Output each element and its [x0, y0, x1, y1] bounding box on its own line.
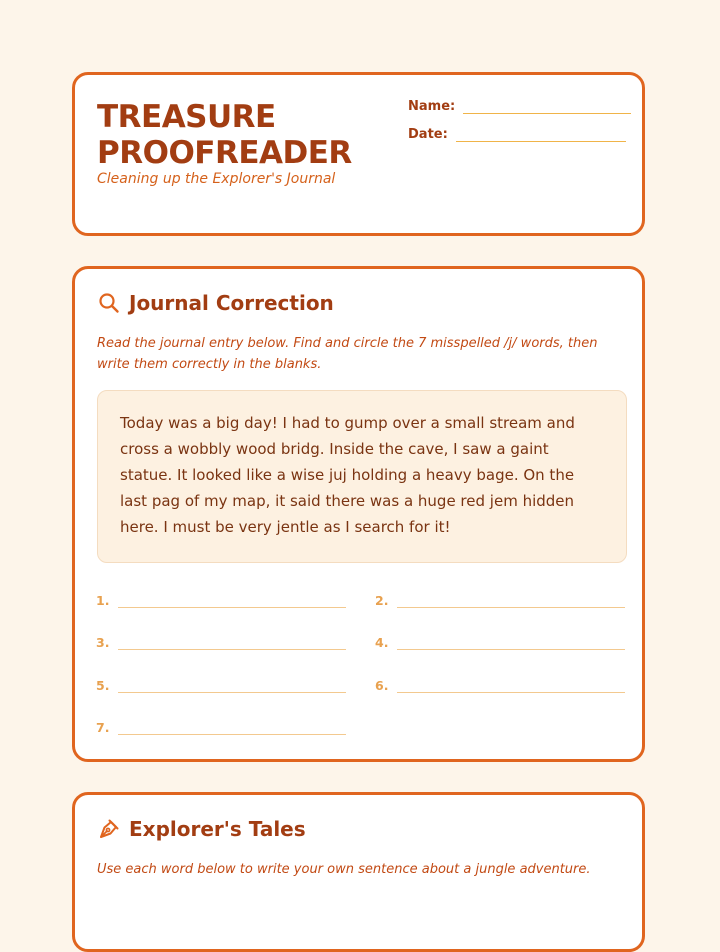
- blank-number: 4.: [375, 635, 389, 650]
- answer-blank-3: [96, 635, 346, 650]
- answer-line[interactable]: [118, 722, 346, 735]
- date-label: Date:: [408, 127, 448, 142]
- answer-blank-7: [96, 720, 346, 735]
- worksheet-subtitle: Cleaning up the Explorer's Journal: [97, 171, 336, 187]
- name-field: [408, 99, 631, 114]
- answer-blank-4: [375, 635, 625, 650]
- answer-line[interactable]: [118, 680, 346, 693]
- blank-number: 2.: [375, 593, 389, 608]
- answer-line[interactable]: [397, 637, 625, 650]
- answer-blank-1: [96, 593, 346, 608]
- pen-nib-icon: [97, 817, 121, 841]
- name-input-line[interactable]: [463, 99, 631, 114]
- journal-section-title: Journal Correction: [129, 291, 334, 315]
- journal-passage: Today was a big day! I had to gump over a small stream and cross a wobbly wood bridg. Inside the cave, I saw a gaint statue. It looked like a wise juj holding a heavy bage. On the last pag of my map, it said there was a huge red jem hidden here. I must be very jentle as I search for it!: [120, 414, 575, 536]
- answer-line[interactable]: [397, 680, 625, 693]
- name-label: Name:: [408, 99, 456, 114]
- answer-blank-2: [375, 593, 625, 608]
- explorers-tales-card: [72, 792, 645, 952]
- answer-line[interactable]: [397, 595, 625, 608]
- blank-number: 3.: [96, 635, 110, 650]
- tales-section-heading: [97, 817, 306, 841]
- blank-number: 1.: [96, 593, 110, 608]
- magnifier-icon: [97, 291, 121, 315]
- blank-number: 7.: [96, 720, 110, 735]
- tales-instructions: Use each word below to write your own sentence about a jungle adventure.: [97, 862, 591, 877]
- worksheet-title: [97, 99, 352, 171]
- blank-number: 6.: [375, 678, 389, 693]
- date-input-line[interactable]: [456, 127, 626, 142]
- journal-section-heading: [97, 291, 334, 315]
- title-line-1: TREASURE: [97, 99, 276, 135]
- journal-instructions: Read the journal entry below. Find and circle the 7 misspelled /j/ words, then write them correctly in the blanks.: [97, 336, 598, 372]
- header-card: [72, 72, 645, 236]
- journal-passage-box: [97, 390, 627, 563]
- answer-blank-5: [96, 678, 346, 693]
- blank-number: 5.: [96, 678, 110, 693]
- title-line-2: PROOFREADER: [97, 135, 352, 171]
- tales-section-title: Explorer's Tales: [129, 817, 306, 841]
- answer-blank-6: [375, 678, 625, 693]
- answer-line[interactable]: [118, 637, 346, 650]
- journal-correction-card: [72, 266, 645, 762]
- answer-line[interactable]: [118, 595, 346, 608]
- date-field: [408, 127, 626, 142]
